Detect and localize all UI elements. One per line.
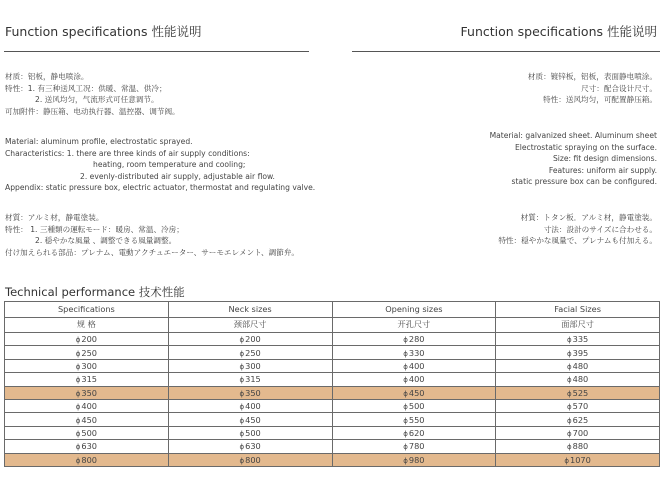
diameter-symbol: ϕ	[75, 456, 81, 465]
right-japanese-description	[498, 212, 657, 247]
diameter-symbol: ϕ	[75, 429, 81, 438]
diameter-symbol: ϕ	[75, 349, 81, 358]
cell-value: 350	[81, 387, 97, 398]
cell-value: 480	[572, 360, 589, 371]
cell-value: 1070	[570, 454, 591, 465]
table-row	[5, 453, 660, 466]
table-cell	[332, 440, 496, 453]
table-cell	[496, 413, 660, 426]
text-line: Electrostatic spraying on the surface.	[514, 142, 657, 152]
cell-value: 450	[408, 387, 425, 398]
table-cell	[5, 373, 169, 386]
table-cell	[332, 413, 496, 426]
text-line: 材质：铝板，静电喷涂。	[5, 72, 89, 81]
cell-value: 400	[408, 360, 425, 371]
cell-value: 395	[572, 347, 589, 358]
text-line: 特性：送风均匀，可配置静压箱。	[543, 95, 657, 105]
table-cell	[168, 359, 332, 372]
table-cell	[5, 399, 169, 412]
cell-value: 330	[408, 347, 425, 358]
diameter-symbol: ϕ	[75, 362, 81, 371]
table-cell	[496, 359, 660, 372]
diameter-symbol: ϕ	[403, 376, 408, 385]
diameter-symbol: ϕ	[75, 376, 81, 385]
cell-value: 550	[408, 414, 425, 425]
diameter-symbol: ϕ	[403, 362, 408, 371]
diameter-symbol: ϕ	[403, 336, 408, 345]
diameter-symbol: ϕ	[403, 349, 408, 358]
table-row	[5, 333, 660, 346]
cell-value: 780	[408, 441, 425, 452]
cell-value: 500	[408, 401, 425, 412]
table-cell	[168, 426, 332, 439]
table-cell	[168, 413, 332, 426]
diameter-symbol: ϕ	[75, 416, 81, 425]
left-japanese-description	[5, 212, 299, 258]
table-cell	[5, 426, 169, 439]
diameter-symbol: ϕ	[239, 389, 245, 398]
table-cell	[332, 426, 496, 439]
text-line: Material: galvanized sheet. Aluminum sheet	[489, 131, 657, 140]
table-row	[5, 346, 660, 359]
text-line: heating, room temperature and cooling;	[93, 160, 246, 170]
cell-value: 450	[81, 414, 97, 425]
right-heading-rule	[352, 51, 660, 52]
table-cell	[496, 346, 660, 359]
table-cell	[5, 440, 169, 453]
column-header: 规 格	[5, 317, 169, 333]
diameter-symbol: ϕ	[566, 349, 572, 358]
technical-performance-title: Technical performance 技术性能	[5, 285, 185, 299]
cell-value: 630	[245, 441, 261, 452]
text-line: 材质：镀锌板，铝板，表面静电喷涂。	[527, 72, 657, 81]
text-line: Material: aluminum profile, electrostatic sprayed.	[5, 137, 193, 146]
table-cell	[496, 333, 660, 346]
cell-value: 500	[245, 427, 261, 438]
table-cell	[5, 359, 169, 372]
diameter-symbol: ϕ	[566, 389, 572, 398]
text-line: 2. 穏やかな風量 、調整できる風量調整。	[35, 236, 177, 246]
table-cell	[332, 333, 496, 346]
technical-performance-table	[4, 301, 660, 467]
text-line: 寸法：設計のサイズに合わせる。	[543, 224, 657, 234]
diameter-symbol: ϕ	[566, 429, 572, 438]
column-header: Neck sizes	[168, 302, 332, 318]
cell-value: 400	[408, 374, 425, 385]
cell-value: 250	[245, 347, 261, 358]
cell-value: 450	[245, 414, 261, 425]
table-cell	[168, 333, 332, 346]
text-line: 特性：1. 有三种送风工况：供暖、常温、供冷；	[5, 83, 167, 93]
table-cell	[496, 373, 660, 386]
table-cell	[5, 333, 169, 346]
table-row	[5, 359, 660, 372]
diameter-symbol: ϕ	[239, 403, 245, 412]
diameter-symbol: ϕ	[403, 416, 408, 425]
cell-value: 700	[572, 427, 589, 438]
table-row	[5, 373, 660, 386]
cell-value: 800	[81, 454, 97, 465]
cell-value: 500	[81, 427, 97, 438]
cell-value: 800	[245, 454, 261, 465]
diameter-symbol: ϕ	[75, 443, 81, 452]
left-section-heading: Function specifications 性能说明	[5, 24, 202, 39]
right-chinese-description	[528, 71, 657, 106]
diameter-symbol: ϕ	[239, 429, 245, 438]
table-row	[5, 399, 660, 412]
cell-value: 280	[408, 334, 425, 345]
table-row	[5, 426, 660, 439]
table-cell	[5, 346, 169, 359]
table-cell	[332, 399, 496, 412]
diameter-symbol: ϕ	[403, 389, 408, 398]
text-line: 材質：アルミ材，静電塗装。	[5, 213, 104, 222]
left-english-description	[5, 136, 315, 194]
cell-value: 980	[408, 454, 425, 465]
cell-value: 525	[572, 387, 589, 398]
table-cell	[496, 399, 660, 412]
diameter-symbol: ϕ	[403, 443, 408, 452]
table-cell	[168, 386, 332, 399]
cell-value: 570	[572, 401, 589, 412]
right-section-heading: Function specifications 性能说明	[460, 24, 657, 39]
text-line: 2. evenly-distributed air supply, adjustable air flow.	[80, 171, 275, 181]
cell-value: 350	[245, 387, 261, 398]
table-cell	[332, 346, 496, 359]
diameter-symbol: ϕ	[239, 456, 245, 465]
table-cell	[332, 453, 496, 466]
table-header-row-chinese	[5, 317, 660, 333]
text-line: Characteristics: 1. there are three kinds of air supply conditions:	[5, 148, 250, 158]
diameter-symbol: ϕ	[566, 336, 572, 345]
diameter-symbol: ϕ	[566, 403, 572, 412]
text-line: Appendix: static pressure box, electric actuator, thermostat and regulating valve.	[5, 183, 316, 193]
right-english-description	[490, 130, 657, 188]
diameter-symbol: ϕ	[564, 456, 570, 465]
diameter-symbol: ϕ	[239, 336, 245, 345]
cell-value: 200	[245, 334, 261, 345]
table-cell	[496, 386, 660, 399]
table-row	[5, 413, 660, 426]
cell-value: 335	[572, 334, 589, 345]
diameter-symbol: ϕ	[239, 349, 245, 358]
diameter-symbol: ϕ	[75, 336, 81, 345]
cell-value: 315	[81, 374, 97, 385]
cell-value: 620	[408, 427, 425, 438]
table-row	[5, 386, 660, 399]
column-header: 面部尺寸	[496, 317, 660, 333]
table-header-row-english	[5, 302, 660, 318]
diameter-symbol: ϕ	[403, 456, 408, 465]
table-cell	[332, 386, 496, 399]
table-cell	[168, 399, 332, 412]
cell-value: 630	[81, 441, 97, 452]
diameter-symbol: ϕ	[566, 362, 572, 371]
left-heading-rule	[4, 51, 309, 52]
diameter-symbol: ϕ	[75, 403, 81, 412]
diameter-symbol: ϕ	[566, 443, 572, 452]
cell-value: 625	[572, 414, 589, 425]
diameter-symbol: ϕ	[239, 376, 245, 385]
cell-value: 250	[81, 347, 97, 358]
cell-value: 200	[81, 334, 97, 345]
table-cell	[5, 453, 169, 466]
text-line: 尺寸：配合设计尺寸。	[581, 83, 657, 93]
table-cell	[496, 426, 660, 439]
text-line: Size: fit design dimensions.	[552, 154, 657, 164]
diameter-symbol: ϕ	[239, 443, 245, 452]
cell-value: 480	[572, 374, 589, 385]
table-cell	[168, 373, 332, 386]
table-row	[5, 440, 660, 453]
text-line: static pressure box can be configured.	[511, 177, 657, 187]
diameter-symbol: ϕ	[566, 416, 572, 425]
text-line: Features: uniform air supply.	[548, 165, 657, 175]
column-header: 颈部尺寸	[168, 317, 332, 333]
table-cell	[332, 359, 496, 372]
text-line: 付け加えられる部品：プレナム、電動アクチュエーター、サーモエレメント、調節弁。	[5, 247, 300, 257]
cell-value: 400	[245, 401, 261, 412]
table-cell	[5, 386, 169, 399]
table-cell	[496, 440, 660, 453]
text-line: 材質：トタン板．アルミ材，静電塗装。	[520, 213, 657, 222]
diameter-symbol: ϕ	[75, 389, 81, 398]
text-line: 特性：穏やかな風量で、プレナムも付加える。	[498, 236, 657, 246]
table-cell	[496, 453, 660, 466]
column-header: Facial Sizes	[496, 302, 660, 318]
diameter-symbol: ϕ	[239, 362, 245, 371]
table-cell	[168, 346, 332, 359]
text-line: 可加附件：静压箱、电动执行器、温控器、调节阀。	[5, 106, 180, 116]
table-cell	[332, 373, 496, 386]
column-header: 开孔尺寸	[332, 317, 496, 333]
diameter-symbol: ϕ	[403, 403, 408, 412]
text-line: 特性： 1. 三種類の運転モード：暖房、常温、冷房；	[5, 224, 184, 234]
cell-value: 400	[81, 401, 97, 412]
table-cell	[168, 453, 332, 466]
table-cell	[5, 413, 169, 426]
cell-value: 300	[81, 360, 97, 371]
diameter-symbol: ϕ	[239, 416, 245, 425]
cell-value: 880	[572, 441, 589, 452]
column-header: Opening sizes	[332, 302, 496, 318]
diameter-symbol: ϕ	[403, 429, 408, 438]
cell-value: 315	[245, 374, 261, 385]
left-chinese-description	[5, 71, 180, 117]
cell-value: 300	[245, 360, 261, 371]
column-header: Specifications	[5, 302, 169, 318]
diameter-symbol: ϕ	[566, 376, 572, 385]
table-cell	[168, 440, 332, 453]
text-line: 2. 送风均匀，气流形式可任意调节。	[35, 95, 159, 105]
